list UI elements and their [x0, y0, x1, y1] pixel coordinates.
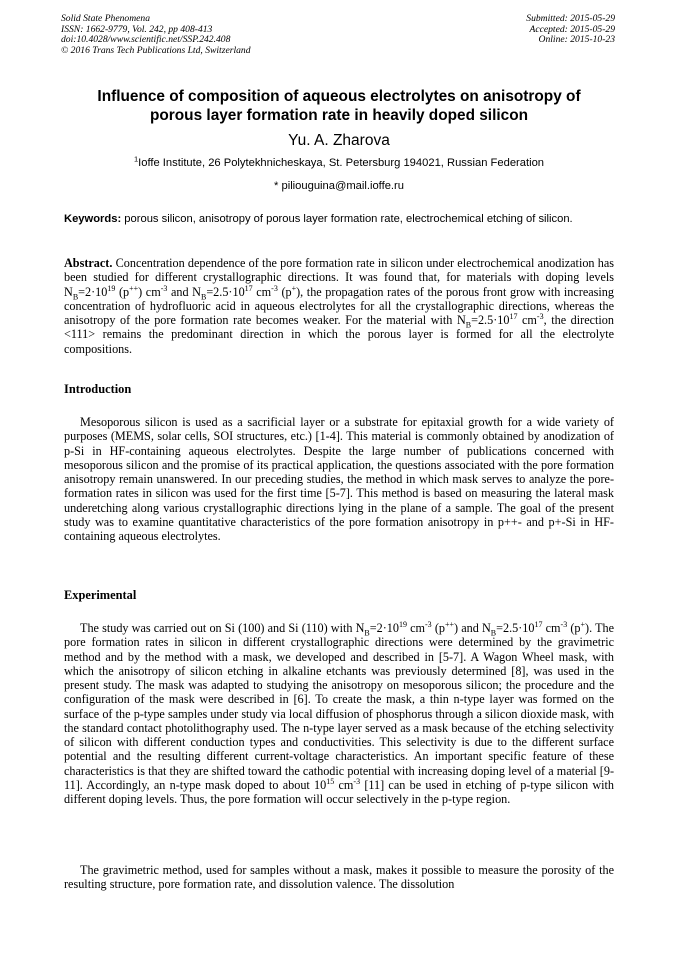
- abstract-text: cm: [517, 313, 537, 327]
- issn-line: ISSN: 1662-9779, Vol. 242, pp 408-413: [61, 23, 213, 35]
- superscript: 19: [398, 619, 407, 629]
- abstract-text: and N: [167, 284, 201, 299]
- subscript: B: [200, 291, 207, 301]
- paragraph-text: [11] can be used in etching of p-type silicon with different doping levels. Thus, the pore formation will occur selectively in the p-type region.: [64, 777, 615, 806]
- abstract-text: (p: [115, 284, 130, 299]
- online-date: Online: 2015-10-23: [538, 34, 615, 46]
- paragraph-text: cm: [406, 621, 426, 635]
- section-heading-introduction: Introduction: [64, 382, 132, 396]
- author-name: Yu. A. Zharova: [288, 132, 390, 149]
- doi-line: doi:10.4028/www.scientific.net/SSP.242.408: [61, 34, 231, 46]
- publication-info: [61, 14, 251, 56]
- affiliation-text: Ioffe Institute, 26 Polytekhnicheskaya, St. Petersburg 194021, Russian Federation: [138, 157, 545, 169]
- experimental-paragraph-1: [64, 621, 614, 806]
- journal-name: Solid State Phenomena: [61, 13, 150, 24]
- keywords-text: porous silicon, anisotropy of porous layer formation rate, electrochemical etching of silicon.: [121, 213, 573, 225]
- superscript: +: [291, 283, 297, 293]
- superscript: 15: [326, 776, 335, 786]
- paragraph-text: cm: [542, 621, 561, 635]
- subscript: B: [72, 291, 79, 301]
- paragraph-text: cm: [334, 777, 354, 792]
- superscript: -3: [536, 311, 544, 321]
- abstract-text: , the direction <111> remains the predominant direction in which the porous layer is formed for all the electrolyte compositions.: [64, 313, 614, 356]
- superscript: 17: [534, 619, 543, 629]
- superscript: -3: [271, 283, 278, 293]
- submitted-date: Submitted: 2015-05-29: [526, 13, 615, 24]
- superscript: 17: [509, 311, 518, 321]
- title-line-2: porous layer formation rate in heavily doped silicon: [149, 107, 528, 124]
- superscript: -3: [425, 619, 432, 629]
- paragraph-text: (p: [431, 621, 445, 635]
- paragraph-text: ) and N: [454, 621, 491, 635]
- author-email: * piliouguina@mail.ioffe.ru: [274, 180, 404, 192]
- abstract-label: Abstract.: [64, 256, 113, 270]
- superscript: +: [580, 619, 586, 629]
- abstract-text: =2·10: [78, 284, 108, 299]
- subscript: B: [465, 320, 472, 330]
- paragraph-text: ). The pore formation rates in silicon in different crystallographic directions were determined by the gravimetric method and by the method with a mask, we developed and described in [5-7]. A Wagon Wheel mask, with which the anisotropy of silicon etching in alkaline etchants was previously determined [8], was used in the present study. The mask was adapted to studying the anisotropy on mesoporous silicon; the procedure and the configuration of the mask were described in [6]. To create the mask, a thin n-type layer was formed on the surface of the p-type samples under study via local diffusion of phosphorus through a silicon dioxide mask, with the standard contact photolithography used. The n-type layer served as a mask because of the etching selectivity of silicon with different conduction types and conductivities. This selectivity is due to the different surface potential and the resulting different current-voltage characteristics. An important specific feature of these characteristics is that they are shifted toward the cathodic potential with increasing doping level of a material [9-11]. Accordingly, an n-type mask doped to about 10: [64, 621, 615, 792]
- abstract-text: ) cm: [138, 284, 161, 299]
- subscript: B: [490, 628, 497, 638]
- superscript: 19: [107, 283, 116, 293]
- abstract-text: cm: [252, 284, 272, 299]
- abstract-text: ), the propagation rates of the porous front grow with increasing concentration of hydrofluoric acid in aqueous electrolytes for all the crystallographic directions, whereas the anisotropy of the pore formation rate becomes weaker. For the material with N: [64, 284, 614, 327]
- submission-dates: [526, 14, 615, 46]
- keywords: [64, 212, 614, 227]
- abstract-text: (p: [277, 284, 292, 299]
- title-line-1: Influence of composition of aqueous electrolytes on anisotropy of: [97, 88, 581, 105]
- superscript: -3: [353, 776, 361, 786]
- keywords-label: Keywords:: [64, 213, 122, 225]
- superscript: ++: [129, 283, 139, 293]
- accepted-date: Accepted: 2015-05-29: [529, 23, 615, 35]
- affiliation-mark: 1: [133, 154, 139, 164]
- abstract-text: =2.5·10: [471, 313, 510, 327]
- paragraph-text: The study was carried out on Si (100) and Si (110) with N: [80, 621, 365, 635]
- superscript: ++: [445, 619, 455, 629]
- experimental-paragraph-2: The gravimetric method, used for samples without a mask, makes it possible to measure the porosity of the resulting structure, pore formation rate, and dissolution valence. The dissolution: [64, 863, 614, 892]
- paragraph-text: =2·10: [369, 621, 399, 635]
- superscript: -3: [560, 619, 568, 629]
- abstract: [64, 256, 614, 356]
- section-heading-experimental: Experimental: [64, 588, 137, 602]
- affiliation: [60, 156, 618, 170]
- paragraph-text: =2.5·10: [496, 621, 535, 635]
- paper-title: [60, 87, 618, 125]
- superscript: 17: [244, 283, 253, 293]
- abstract-text: =2.5·10: [206, 284, 245, 299]
- copyright-line: © 2016 Trans Tech Publications Ltd, Switzerland: [61, 44, 251, 56]
- superscript: -3: [160, 283, 168, 293]
- abstract-text: Concentration dependence of the pore formation rate in silicon under electrochemical anodization has been studied for different crystallographic directions. It was found that, for materials with doping levels N: [64, 256, 614, 299]
- introduction-paragraph: Mesoporous silicon is used as a sacrificial layer or a substrate for epitaxial growth for a wide variety of purposes (MEMS, solar cells, SOI structures, etc.) [1-4]. This material is commonly obtained by anodization of p-Si in HF-containing aqueous electrolytes. Despite the large number of publications concerned with mesoporous silicon and the promise of its practical application, the questions associated with the pore formation anisotropy remain unanswered. In our preceding studies, the method in which mask serves to analyze the pore-formation rates in silicon was used for the first time [5-7]. This method is based on measuring the lateral mask underetching along various crystallographic directions lying in the plane of a sample. The goal of the present study was to examine quantitative characteristics of the pore formation anisotropy in p++- and p+-Si in HF-containing aqueous electrolytes.: [64, 415, 614, 543]
- subscript: B: [364, 628, 370, 638]
- paragraph-text: (p: [567, 621, 581, 635]
